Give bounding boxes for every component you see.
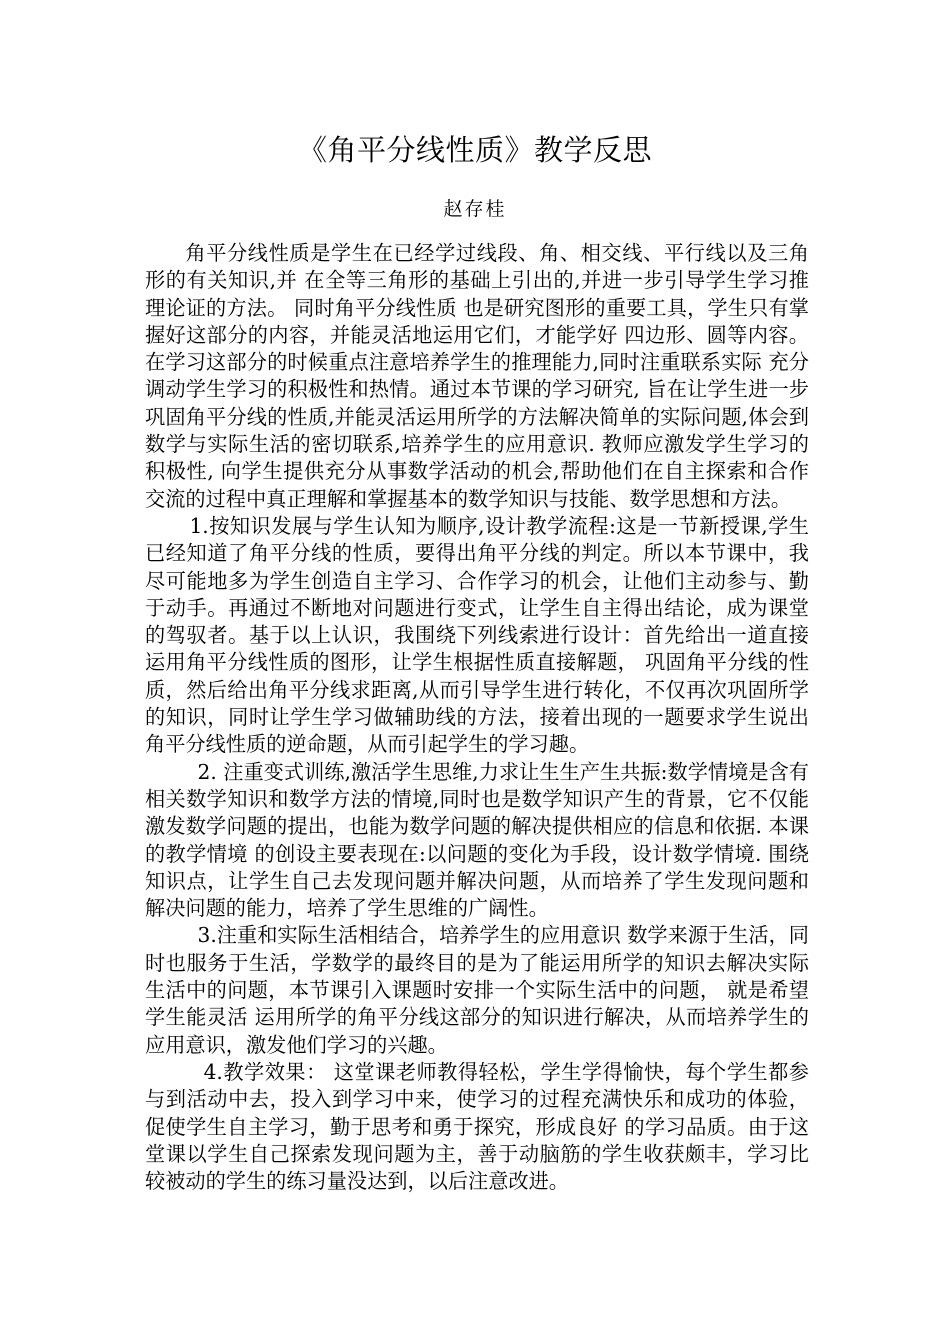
document-title: 《角平分线性质》教学反思	[297, 133, 652, 167]
document-author: 赵存桂	[443, 198, 507, 220]
section-1-paragraph: 1.按知识发展与学生认知为顺序,设计教学流程:这是一节新授课,学生已经知道了角平分线的性质，要得出角平分线的判定。所以本节课中，我尽可能地多为学生创造自主学习、合作学习的机会，让他们主动参与、勤于动手。再通过不断地对问题进行变式，让学生自主得出结论，成为课堂的驾驭者。基于以上认识，我围绕下列线索进行设计：首先给出一道直接运用角平分线性质的图形，让学生根据性质直接解题， 巩固角平分线的性质，然后给出角平分线求距离,从而引导学生进行转化，不仅再次巩固所学的知识，同时让学生学习做辅助线的方法，接着出现的一题要求学生说出角平分线性质的逆命题，从而引起学生的学习趣。	[145, 513, 809, 757]
section-3-paragraph: 3.注重和实际生活相结合，培养学生的应用意识 数学来源于生活，同时也服务于生活，学数学的最终目的是为了能运用所学的知识去解决实际生活中的问题，本节课引入课题时安排一个实际生活中的问题， 就是希望学生能灵活 运用所学的角平分线这部分的知识进行解决，从而培养学生的应用意识，激发他们学习的兴趣。	[145, 923, 809, 1057]
document-body	[145, 240, 809, 1195]
section-4-paragraph: 4.教学效果： 这堂课老师教得轻松，学生学得愉快，每个学生都参与到活动中去，投入到学习中来，使学习的过程充满快乐和成功的体验，促使学生自主学习，勤于思考和勇于探究，形成良好 的学习品质。由于这堂课以学生自己探索发现问题为主，善于动脑筋的学生收获颇丰，学习比较被动的学生的练习量没达到，以后注意改进。	[145, 1059, 809, 1194]
section-2-paragraph: 2. 注重变式训练,激活学生思维,力求让生生产生共振:数学情境是含有相关数学知识和数学方法的情境,同时也是数学知识产生的背景，它不仅能激发数学问题的提出，也能为数学问题的解决提供相应的信息和依据. 本课的教学情境 的创设主要表现在:以问题的变化为手段，设计数学情境. 围绕知识点，让学生自己去发现问题并解决问题，从而培养了学生发现问题和解决问题的能力，培养了学生思维的广阔性。	[145, 759, 809, 921]
intro-paragraph: 角平分线性质是学生在已经学过线段、角、相交线、平行线以及三角形的有关知识,并 在全等三角形的基础上引出的,并进一步引导学生学习推理论证的方法。 同时角平分线性质 也是研究图形的重要工具，学生只有掌握好这部分的内容，并能灵活地运用它们，才能学好 四边形、圆等内容。在学习这部分的时候重点注意培养学生的推理能力,同时注重联系实际 充分调动学生学习的积极性和热情。通过本节课的学习研究, 旨在让学生进一步巩固角平分线的性质,并能灵活运用所学的方法解决简单的实际问题,体会到数学与实际生活的密切联系,培养学生的应用意识. 教师应激发学生学习的积极性, 向学生提供充分从事数学活动的机会,帮助他们在自主探索和合作交流的过程中真正理解和掌握基本的数学知识与技能、数学思想和方法。	[145, 241, 809, 511]
